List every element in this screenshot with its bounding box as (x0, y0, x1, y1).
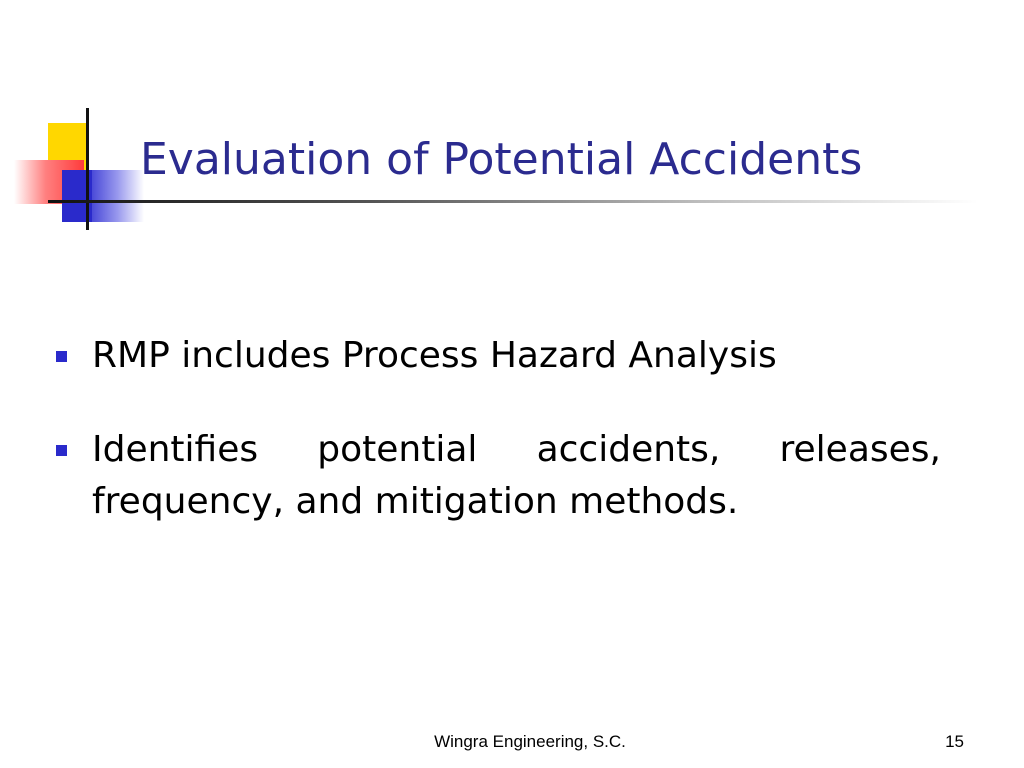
square-bullet-icon (56, 445, 67, 456)
decoration-blue-square (62, 170, 96, 222)
slide-title: Evaluation of Potential Accidents (140, 134, 863, 185)
title-underline (48, 200, 978, 203)
decoration-vertical-line (86, 108, 89, 230)
decoration-blue-gradient (92, 170, 144, 222)
bullet-item (56, 330, 941, 382)
square-bullet-icon (56, 351, 67, 362)
bullet-item (56, 424, 941, 528)
footer-company: Wingra Engineering, S.C. (434, 732, 626, 751)
bullet-list (56, 330, 941, 570)
bullet-text: RMP includes Process Hazard Analysis (92, 335, 777, 376)
page-number: 15 (945, 732, 964, 751)
bullet-text: Identifies potential accidents, releases, frequency, and mitigation methods. (92, 429, 941, 522)
